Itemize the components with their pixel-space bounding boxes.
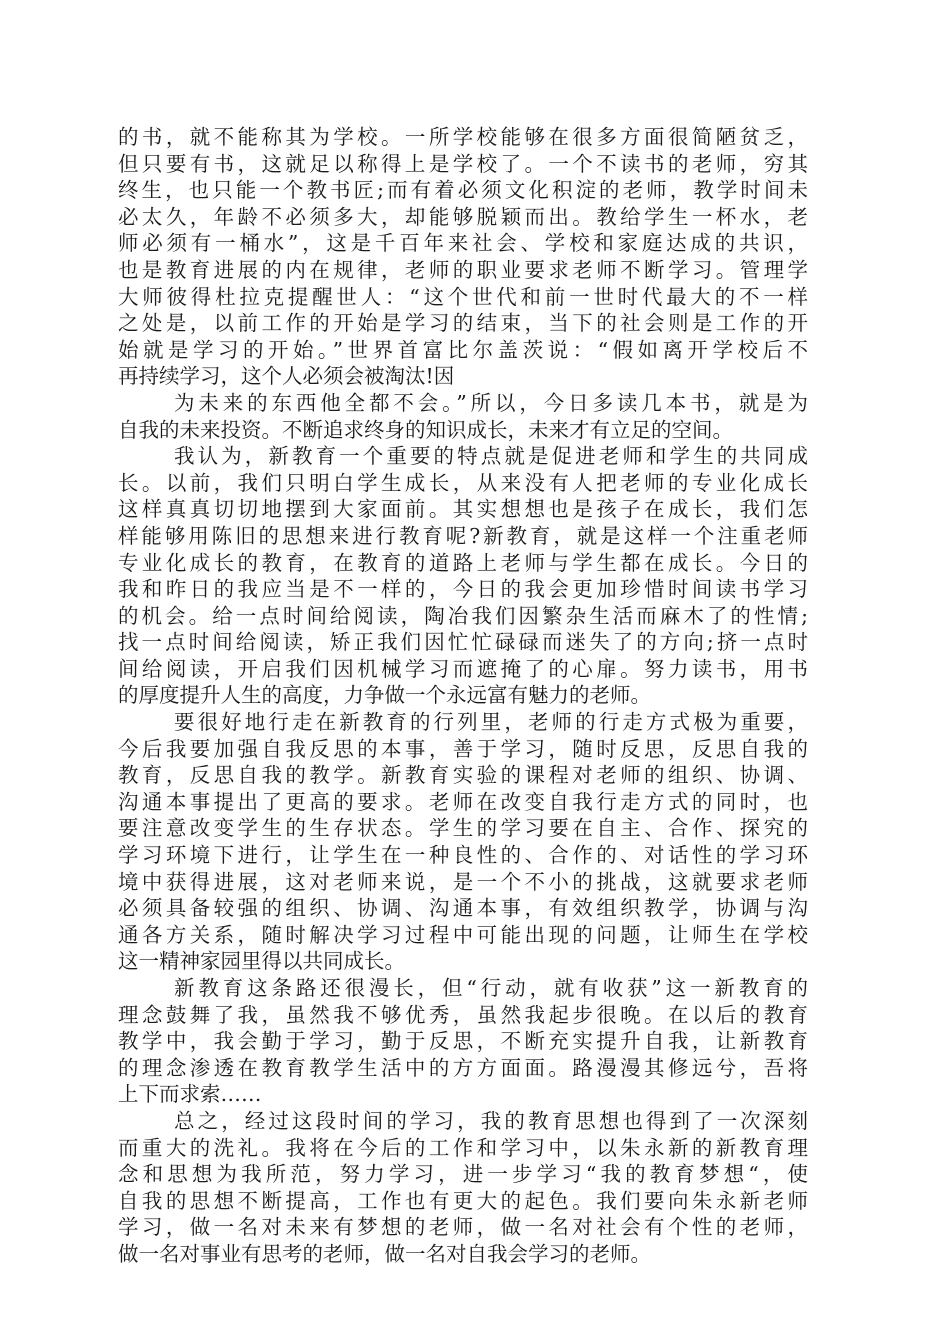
- text-line: 始就是学习的开始。”世界首富比尔盖茨说：“假如离开学校后不: [118, 337, 808, 362]
- text-line: 自我的思想不断提高，工作也有更大的起色。我们要向朱永新老师: [118, 1188, 808, 1213]
- text-line: 的厚度提升人生的高度，力争做一个永远富有魅力的老师。: [118, 683, 651, 708]
- text-line: 要注意改变学生的生存状态。学生的学习要在自主、合作、探究的: [118, 816, 808, 841]
- text-line: 的机会。给一点时间给阅读，陶冶我们因繁杂生活而麻木了的性情;: [118, 603, 808, 628]
- paragraph: [118, 709, 808, 975]
- text-line: 必须具备较强的组织、协调、沟通本事，有效组织教学，协调与沟: [118, 896, 808, 921]
- text-line: 为未来的东西他全都不会。”所以，今日多读几本书，就是为: [174, 390, 808, 415]
- text-line: 的理念渗透在教育教学生活中的方方面面。路漫漫其修远兮，吾将: [118, 1055, 808, 1080]
- paragraph: [118, 975, 808, 1108]
- paragraph: [118, 443, 808, 709]
- text-line: 大师彼得杜拉克提醒世人：“这个世代和前一世时代最大的不一样: [118, 284, 808, 309]
- text-line: 终生，也只能一个教书匠;而有着必须文化积淀的老师，教学时间未: [118, 178, 808, 203]
- text-line: 要很好地行走在新教育的行列里，老师的行走方式极为重要，: [174, 710, 808, 735]
- text-line: 这一精神家园里得以共同成长。: [118, 949, 405, 974]
- text-line: 学习环境下进行，让学生在一种良性的、合作的、对话性的学习环: [118, 843, 808, 868]
- text-line: 我认为，新教育一个重要的特点就是促进老师和学生的共同成: [174, 444, 808, 469]
- text-line: 学习，做一名对未来有梦想的老师，做一名对社会有个性的老师，: [118, 1215, 808, 1240]
- text-line: 专业化成长的教育，在教育的道路上老师与学生都在成长。今日的: [118, 550, 808, 575]
- text-line: 样能够用陈旧的思想来进行教育呢?新教育，就是这样一个注重老师: [118, 523, 808, 548]
- text-line: 上下而求索……: [118, 1082, 262, 1107]
- text-line: 沟通本事提出了更高的要求。老师在改变自我行走方式的同时，也: [118, 789, 808, 814]
- text-line: 间给阅读，开启我们因机械学习而遮掩了的心扉。努力读书，用书: [118, 656, 808, 681]
- text-line: 师必须有一桶水”，这是千百年来社会、学校和家庭达成的共识，: [118, 231, 808, 256]
- text-line: 的书，就不能称其为学校。一所学校能够在很多方面很简陋贫乏，: [118, 125, 808, 149]
- text-line: 而重大的洗礼。我将在今后的工作和学习中，以朱永新的新教育理: [118, 1135, 808, 1160]
- paragraph: [118, 390, 808, 443]
- text-line: 新教育这条路还很漫长，但“行动，就有收获”这一新教育的: [174, 976, 808, 1000]
- text-line: 念和思想为我所范，努力学习，进一步学习“我的教育梦想“，使: [118, 1162, 808, 1187]
- text-line: 之处是，以前工作的开始是学习的结束，当下的社会则是工作的开: [118, 311, 808, 336]
- text-line: 必太久，年龄不必须多大，却能够脱颖而出。教给学生一杯水，老: [118, 204, 808, 229]
- text-line: 长。以前，我们只明白学生成长，从来没有人把老师的专业化成长: [118, 470, 808, 495]
- text-line: 境中获得进展，这对老师来说，是一个不小的挑战，这就要求老师: [118, 869, 808, 894]
- text-line: 教学中，我会勤于学习，勤于反思，不断充实提升自我，让新教育: [118, 1029, 808, 1054]
- text-line: 这样真真切切地摆到大家面前。其实想想也是孩子在成长，我们怎: [118, 497, 808, 522]
- paragraph: [118, 1108, 808, 1268]
- text-line: 教育，反思自我的教学。新教育实验的课程对老师的组织、协调、: [118, 763, 808, 788]
- text-line: 今后我要加强自我反思的本事，善于学习，随时反思，反思自我的: [118, 736, 808, 761]
- text-line: 找一点时间给阅读，矫正我们因忙忙碌碌而迷失了的方向;挤一点时: [118, 630, 808, 655]
- text-line: 自我的未来投资。不断追求终身的知识成长，未来才有立足的空间。: [118, 417, 733, 442]
- text-line: 也是教育进展的内在规律，老师的职业要求老师不断学习。管理学: [118, 257, 808, 282]
- text-line: 我和昨日的我应当是不一样的，今日的我会更加珍惜时间读书学习: [118, 577, 808, 602]
- text-line: 理念鼓舞了我，虽然我不够优秀，虽然我起步很晚。在以后的教育: [118, 1002, 808, 1027]
- document-body: [118, 124, 808, 1268]
- text-line: 做一名对事业有思考的老师，做一名对自我会学习的老师。: [118, 1241, 651, 1266]
- text-line: 再持续学习，这个人必须会被淘汰!因: [118, 364, 455, 389]
- text-line: 但只要有书，这就足以称得上是学校了。一个不读书的老师，穷其: [118, 151, 808, 176]
- paragraph: [118, 124, 808, 390]
- text-line: 通各方关系，随时解决学习过程中可能出现的问题，让师生在学校: [118, 922, 808, 947]
- text-line: 总之，经过这段时间的学习，我的教育思想也得到了一次深刻: [174, 1108, 808, 1133]
